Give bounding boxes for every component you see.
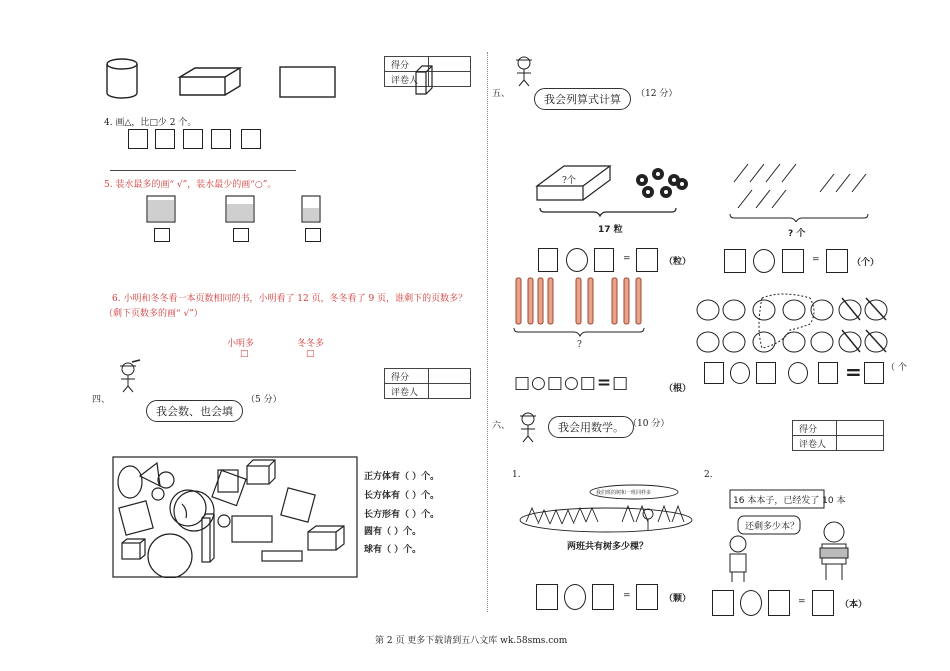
eq1-unit: （粒） bbox=[664, 257, 692, 267]
eq2-op-circle[interactable] bbox=[753, 249, 775, 273]
eq4-result[interactable] bbox=[864, 362, 884, 384]
score-label: 得分 bbox=[385, 369, 429, 384]
sec5-points: （12 分） bbox=[636, 89, 678, 99]
label-q: ? 个 bbox=[788, 229, 806, 239]
question-1: 两班共有树多少棵？ bbox=[567, 542, 649, 552]
girl-mascot-icon bbox=[510, 408, 546, 444]
q4-square-3 bbox=[183, 129, 203, 149]
answer-cube: 正方体有（ ）个。 bbox=[364, 472, 440, 482]
eq6-op-circle[interactable] bbox=[740, 590, 762, 616]
eq4-box-2[interactable] bbox=[756, 362, 776, 384]
box-and-beads-figure bbox=[534, 158, 694, 218]
speech-1: 我们班的树和一班同样多 bbox=[596, 490, 652, 496]
eq4-op-circle-1[interactable] bbox=[730, 362, 750, 384]
grader-value-cell[interactable] bbox=[429, 72, 471, 87]
eq1-result[interactable] bbox=[636, 248, 658, 272]
sticks-figure bbox=[508, 276, 658, 342]
page-footer: 第 2 页 更多下载请到五八文库 wk.58sms.com bbox=[375, 636, 568, 646]
grader-label: 评卷人 bbox=[793, 436, 837, 451]
eq5-result[interactable] bbox=[636, 584, 658, 610]
q4-answer-line bbox=[110, 170, 296, 171]
q5-answer-box-3[interactable] bbox=[305, 228, 321, 242]
girl-mascot-icon bbox=[110, 358, 146, 394]
eq1-op-circle[interactable] bbox=[566, 248, 588, 272]
sticks-question: ? bbox=[577, 340, 582, 350]
speech-2b: 还剩多少本？ bbox=[745, 522, 800, 532]
q6-text-2: （剩下页数多的画“ √”） bbox=[104, 309, 203, 319]
eq3-unit: （根） bbox=[664, 384, 692, 394]
score-table-sec4 bbox=[384, 368, 471, 399]
eq6-box-1[interactable] bbox=[712, 590, 734, 616]
q5-answer-box-2[interactable] bbox=[233, 228, 249, 242]
eq4-op-circle-2[interactable] bbox=[788, 362, 808, 384]
q4-text: 4. 画△，比□少 2 个。 bbox=[104, 118, 197, 128]
eq4-box-1[interactable] bbox=[704, 362, 724, 384]
answer-sphere: 球有（ ）个。 bbox=[364, 545, 422, 555]
eq6-equals: = bbox=[798, 597, 806, 607]
q4-square-5 bbox=[241, 129, 261, 149]
eq5-box-2[interactable] bbox=[592, 584, 614, 610]
sec4-points: （5 分） bbox=[246, 395, 282, 405]
eq5-equals: = bbox=[623, 591, 631, 601]
eq4-equals: = bbox=[845, 360, 862, 384]
q4-square-4 bbox=[211, 129, 231, 149]
q5-answer-box-1[interactable] bbox=[154, 228, 170, 242]
answer-circle: 圆有（ ）个。 bbox=[364, 527, 422, 537]
sec6-number: 六、 bbox=[492, 421, 511, 431]
score-label: 得分 bbox=[385, 57, 429, 72]
answer-rectangle: 长方形有（ ）个。 bbox=[364, 510, 440, 520]
eq5-unit: （颗） bbox=[664, 594, 692, 604]
sec5-number: 五、 bbox=[492, 89, 511, 99]
eq2-unit: （个） bbox=[852, 258, 880, 268]
shapes-row bbox=[100, 55, 350, 105]
label-17: 17 粒 bbox=[598, 225, 623, 235]
q6-checkbox-1[interactable]: □ bbox=[240, 349, 249, 359]
carrots-figure bbox=[724, 152, 874, 222]
sec4-title-bubble: 我会数、也会填 bbox=[146, 400, 243, 422]
eq3-row[interactable]: □○□○□=□ bbox=[514, 373, 630, 393]
eq6-result[interactable] bbox=[812, 590, 834, 616]
eq1-box-2[interactable] bbox=[594, 248, 614, 272]
cylinder-top bbox=[107, 59, 137, 69]
shapes-counting-figure bbox=[112, 456, 358, 578]
score-table-sec6 bbox=[792, 420, 884, 451]
peaches-figure bbox=[694, 290, 894, 360]
eq5-op-circle[interactable] bbox=[564, 584, 586, 610]
problem-2-number: 2. bbox=[704, 470, 713, 480]
column-divider bbox=[487, 52, 488, 612]
score-label: 得分 bbox=[793, 421, 837, 436]
q6-checkbox-2[interactable]: □ bbox=[306, 349, 315, 359]
score-value-cell[interactable] bbox=[429, 57, 471, 72]
eq2-box-1[interactable] bbox=[724, 249, 746, 273]
q5-beakers bbox=[140, 190, 340, 226]
eq2-equals: = bbox=[812, 255, 820, 265]
eq6-unit: （本） bbox=[840, 600, 868, 610]
q6-text-1: 6. 小明和冬冬看一本页数相同的书，小明看了 12 页，冬冬看了 9 页，谁剩下的页数多？ bbox=[112, 294, 468, 304]
eq5-box-1[interactable] bbox=[536, 584, 558, 610]
eq4-unit: （ 个 bbox=[886, 363, 907, 373]
answer-cuboid: 长方体有（ ）个。 bbox=[364, 491, 440, 501]
q5-text: 5. 装水最多的画“ √”，装水最少的画“○”。 bbox=[104, 180, 277, 190]
rectangle bbox=[280, 67, 335, 97]
sec4-number: 四、 bbox=[92, 395, 111, 405]
score-value-cell[interactable] bbox=[429, 369, 471, 384]
speech-2a: 16 本本子，已经发了 10 本 bbox=[733, 496, 846, 506]
cube-icon bbox=[414, 64, 434, 98]
score-value-cell[interactable] bbox=[837, 421, 884, 436]
q4-square-1 bbox=[128, 129, 148, 149]
eq6-box-2[interactable] bbox=[768, 590, 790, 616]
grader-value-cell[interactable] bbox=[837, 436, 884, 451]
q4-square-2 bbox=[155, 129, 175, 149]
grader-value-cell[interactable] bbox=[429, 384, 471, 399]
grader-label: 评卷人 bbox=[385, 384, 429, 399]
grader-label: 评卷人 bbox=[385, 72, 429, 87]
eq2-box-2[interactable] bbox=[782, 249, 804, 273]
cuboid bbox=[180, 68, 240, 95]
sec6-points: （10 分） bbox=[628, 419, 670, 429]
q6-option-1: 小明多 bbox=[227, 339, 255, 349]
eq4-box-3[interactable] bbox=[818, 362, 838, 384]
eq1-box-1[interactable] bbox=[538, 248, 558, 272]
box-label: ?个 bbox=[562, 176, 576, 186]
eq1-equals: = bbox=[623, 254, 631, 264]
eq2-result[interactable] bbox=[826, 249, 848, 273]
girl-mascot-icon bbox=[506, 52, 542, 88]
sec5-title-bubble: 我会列算式计算 bbox=[534, 88, 631, 110]
problem-1-number: 1. bbox=[512, 470, 521, 480]
q6-option-2: 冬冬多 bbox=[297, 339, 325, 349]
sec6-title-bubble: 我会用数学。 bbox=[548, 416, 634, 438]
